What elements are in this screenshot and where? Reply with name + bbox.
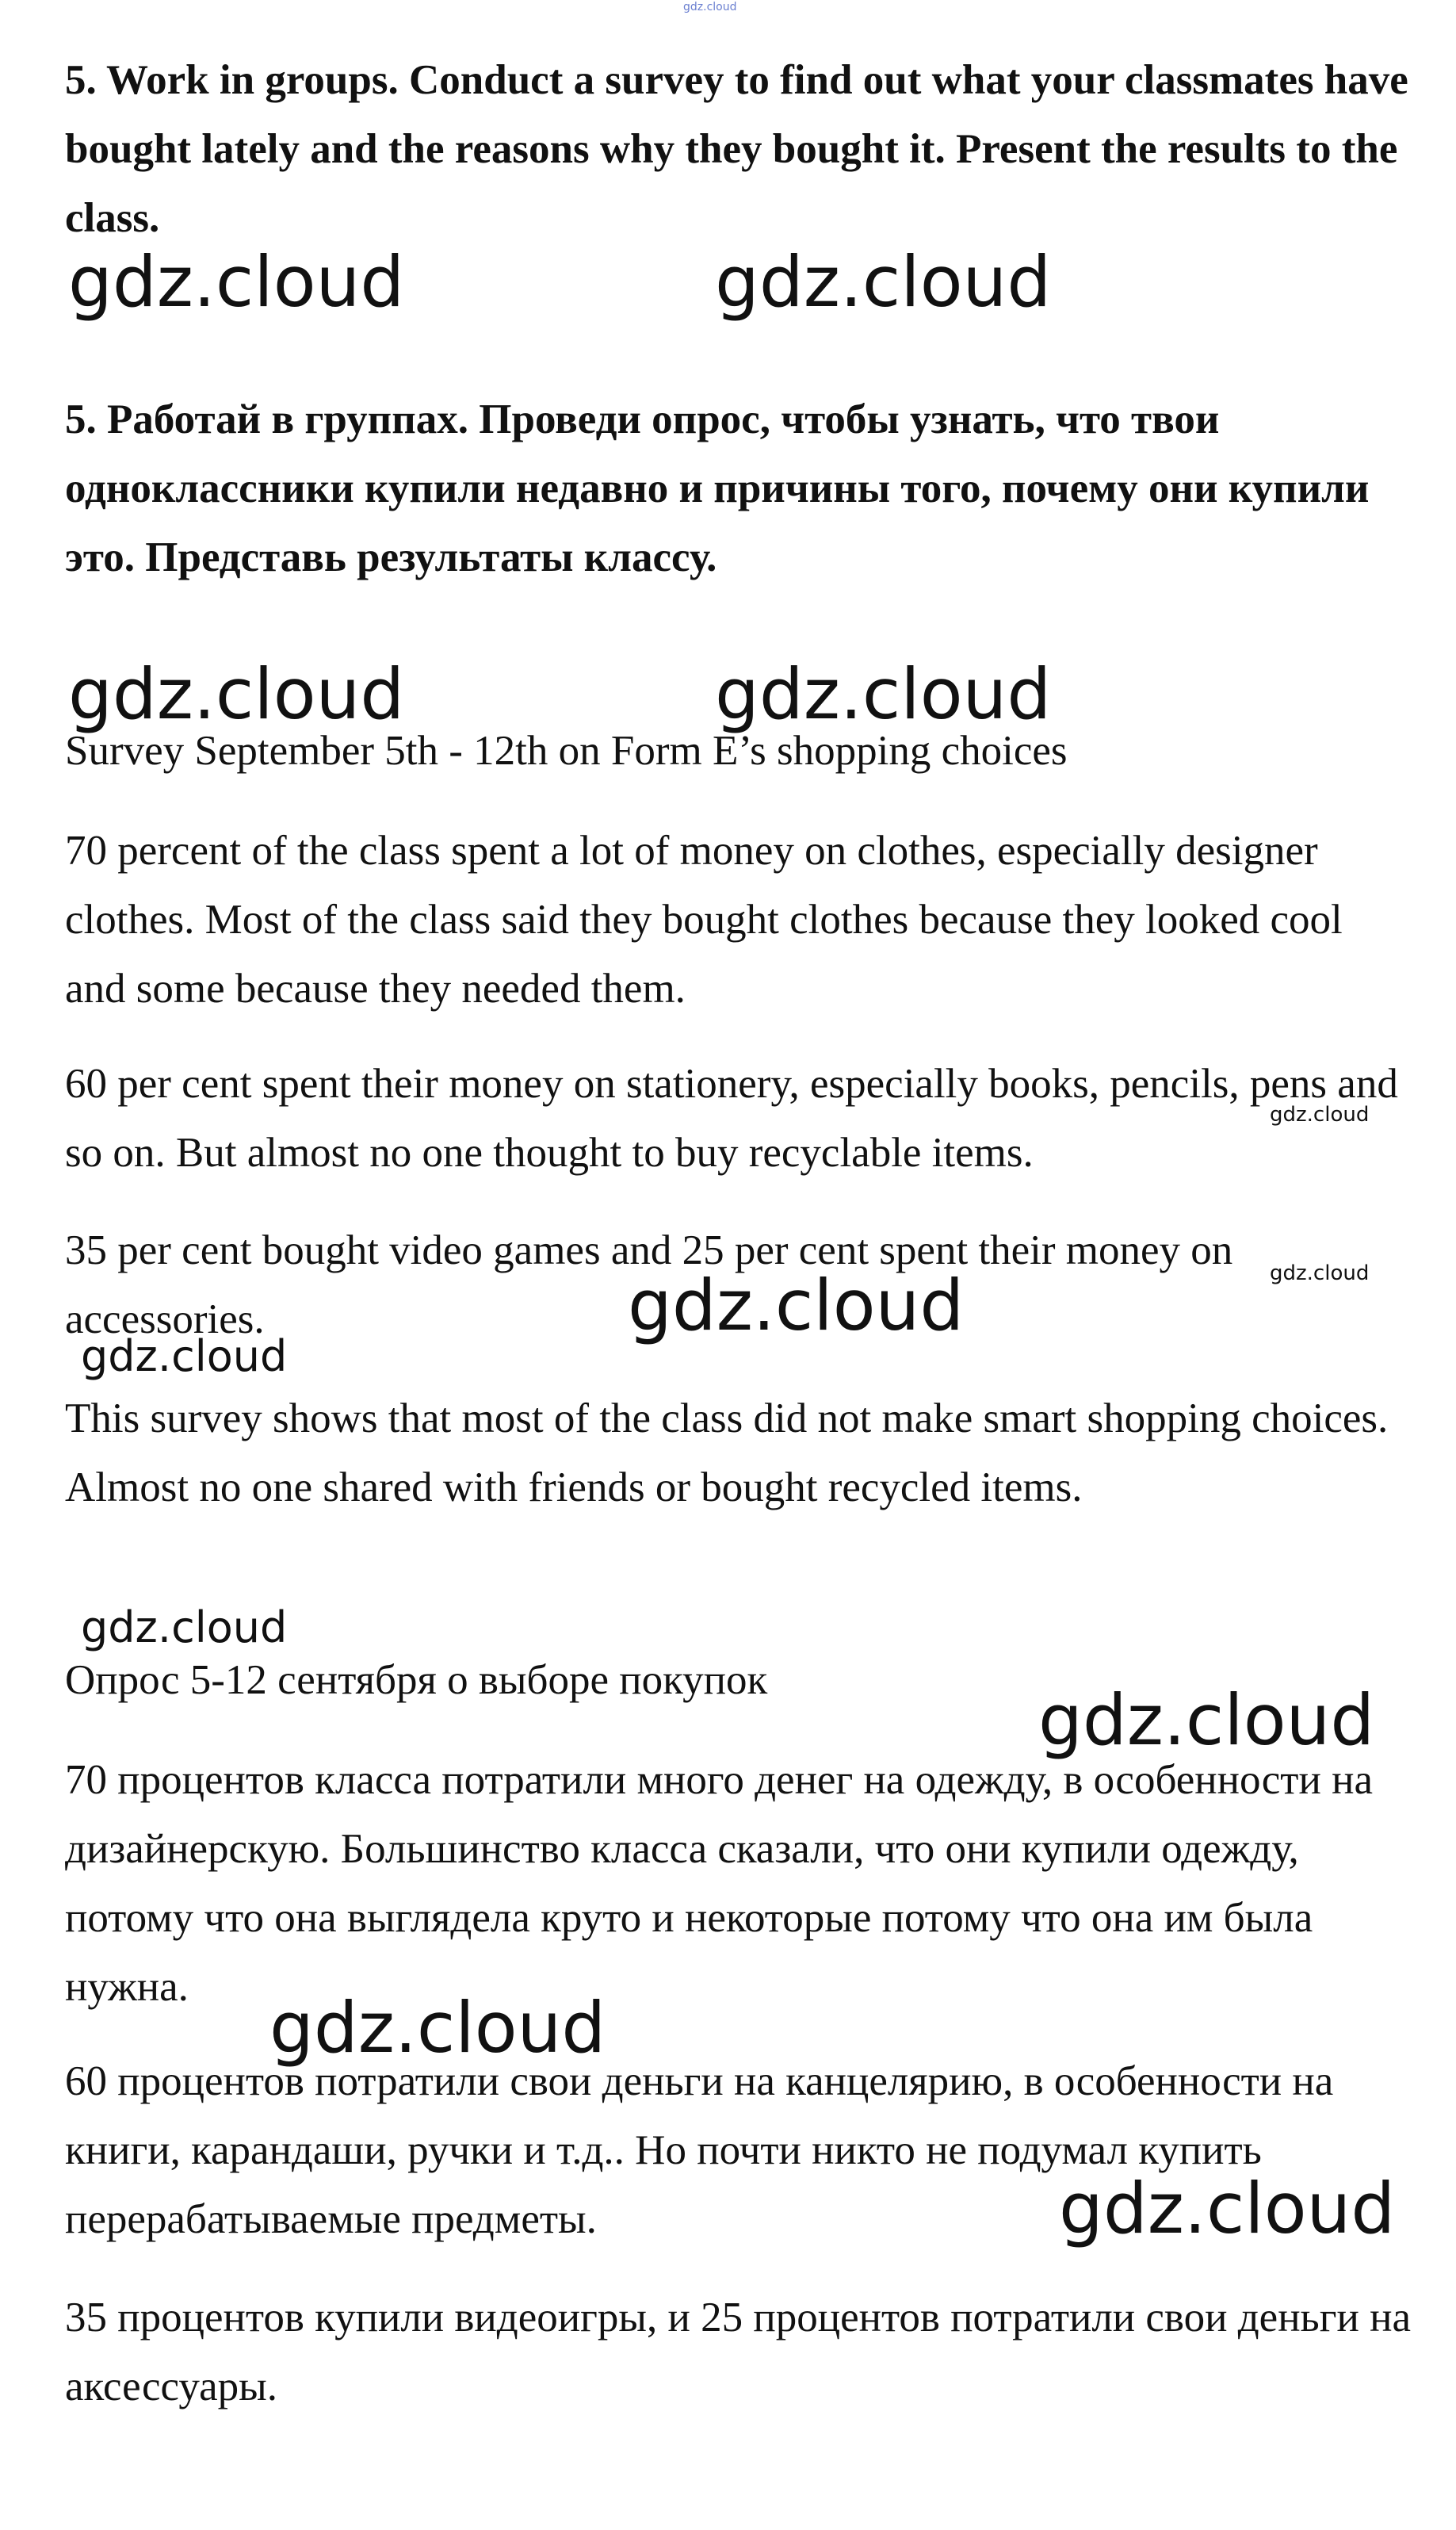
watermark: gdz.cloud xyxy=(1270,1261,1370,1285)
survey-paragraph: 70 percent of the class spent a lot of money on clothes, especially designer clothes. Most of the class said they bought clothes because they looked cool and some because they needed them. xyxy=(65,828,1343,1012)
survey-paragraph: 35 процентов купили видеоигры, и 25 процентов потратили свои деньги на аксессуары. xyxy=(65,2295,1411,2409)
watermark: gdz.cloud xyxy=(269,1987,606,2069)
survey-paragraph: 60 процентов потратили свои деньги на канцелярию, в особенности на книги, карандаши, ручки и т.д.. Но почти никто не подумал купить перерабатываемые предметы. xyxy=(65,2058,1334,2242)
task-russian: 5. Работай в группах. Проведи опрос, чтобы узнать, что твои одноклассники купили недавно и причины того, почему они купили это. Представь результаты классу. xyxy=(65,396,1370,580)
survey-paragraph: 60 per cent spent their money on stationery, especially books, pencils, pens and so on. But almost no one thought to buy recyclable items. xyxy=(65,1061,1398,1176)
survey-paragraph: 35 per cent bought video games and 25 per cent spent their money on accessories. xyxy=(65,1227,1233,1342)
watermark: gdz.cloud xyxy=(1038,1679,1375,1761)
watermark-top: gdz.cloud xyxy=(683,1,737,13)
watermark: gdz.cloud xyxy=(715,241,1052,323)
watermark: gdz.cloud xyxy=(68,241,405,323)
watermark: gdz.cloud xyxy=(68,653,405,735)
survey-title-russian: Опрос 5-12 сентября о выборе покупок xyxy=(65,1657,768,1703)
watermark: gdz.cloud xyxy=(81,1331,288,1381)
watermark: gdz.cloud xyxy=(1059,2168,1396,2249)
watermark: gdz.cloud xyxy=(628,1265,965,1346)
survey-paragraph: 70 процентов класса потратили много денег на одежду, в особенности на дизайнерскую. Большинство класса сказали, что они купили одежду, потому что она выглядела круто и некоторые потому что она им была нужна. xyxy=(65,1757,1373,2010)
watermark: gdz.cloud xyxy=(1270,1103,1370,1127)
task-english: 5. Work in groups. Conduct a survey to find out what your classmates have bought lately and the reasons why they bought it. Present the results to the class. xyxy=(65,57,1408,241)
survey-title-english: Survey September 5th - 12th on Form E’s shopping choices xyxy=(65,728,1068,774)
survey-paragraph: This survey shows that most of the class did not make smart shopping choices. Almost no one shared with friends or bought recycled items. xyxy=(65,1395,1389,1510)
watermark: gdz.cloud xyxy=(715,653,1052,735)
watermark: gdz.cloud xyxy=(81,1602,288,1652)
